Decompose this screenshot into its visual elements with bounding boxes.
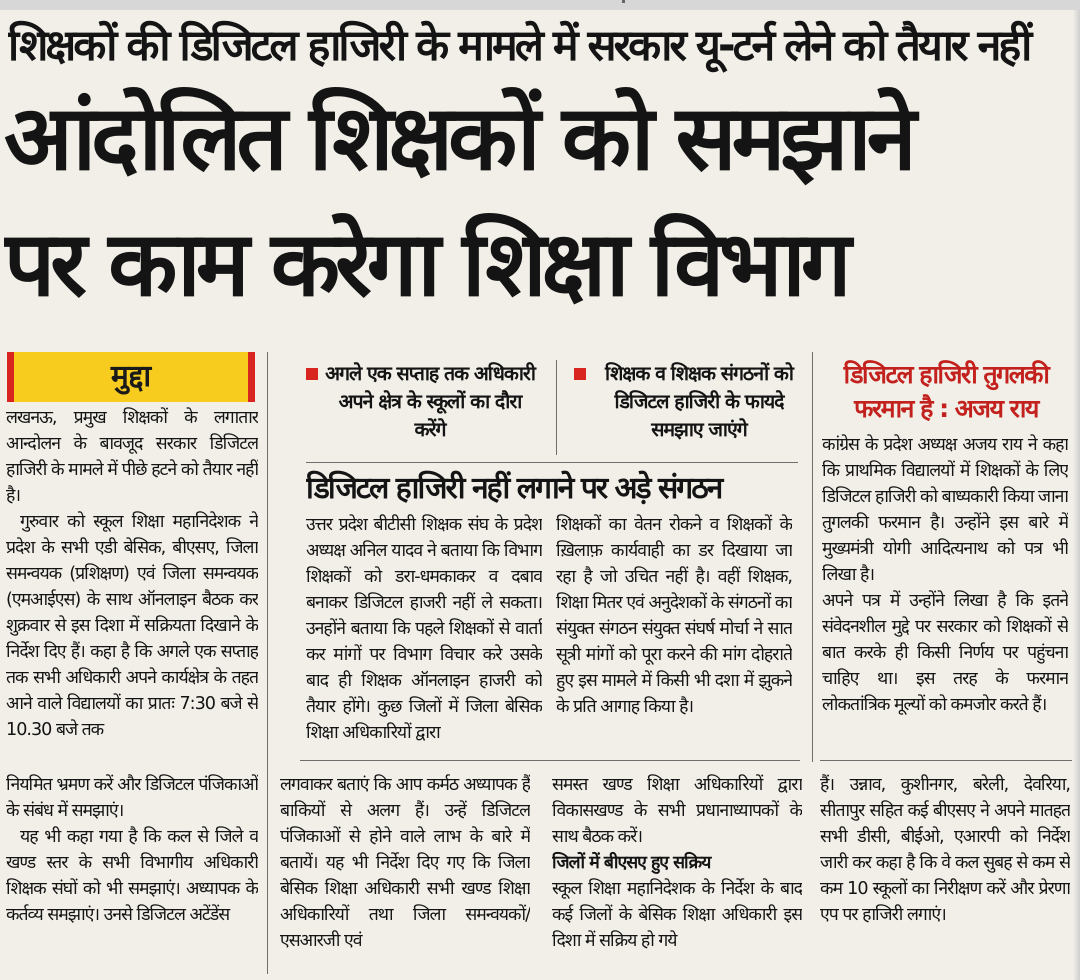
main-headline-line1: आंदोलित शिक्षकों को समझाने (4, 86, 912, 191)
section-tag: मुद्दा (7, 352, 255, 402)
col1-para1: लखनऊ, प्रमुख शिक्षकों के लगातार आन्दोलन के बावजूद सरकार डिजिटल हाजिरी के मामले में पीछे हटने को तैयार नहीं है। (6, 408, 258, 506)
bullet-divider (556, 360, 557, 455)
col1-para4: यह भी कहा गया है कि कल से जिले व खण्ड स्तर के सभी विभागीय अधिकारी शिक्षक संघों को भी समझाएं। अध्यापक के कर्तव्य समझाएं। उनसे डिजिटल अटेंडेंस (6, 827, 258, 925)
main-headline-line2: पर काम करेगा शिक्षा विभाग (4, 212, 847, 317)
continuation-column-3 (552, 772, 802, 974)
continuation-3-para2: स्कूल शिक्षा महानिदेशक के निर्देश के बाद कई जिलों के बेसिक शिक्षा अधिकारी इस दिशा में सक्रिय हो गये (552, 879, 802, 951)
box-column-b: शिक्षकों का वेतन रोकने व शिक्षकों के ख़िलाफ़ कार्यवाही का डर दिखाया जा रहा है जो उचित नहीं है। वहीं शिक्षक, शिक्षा मितर एवं अनुदेशकों के संगठनों का संयुक्त संगठन संयुक्त संघर्ष मोर्चा ने सात सूत्री मांगों को पूरा करने की मांग दोहराते हुए इस मामले में किसी भी दशा में झुकने के प्रति आगाह किया है। (556, 515, 792, 717)
box-subheadline: डिजिटल हाजिरी नहीं लगाने पर अड़े संगठन (306, 462, 798, 514)
sidebar-para2: अपने पत्र में उन्होंने लिखा है कि इतने संवेदनशील मुद्दे पर सरकार को शिक्षकों से बात करके ही किसी निर्णय पर पहुंचना चाहिए था। इस तरह के फरमान लोकतांत्रिक मूल्यों को कमजोर करते हैं। (822, 591, 1068, 715)
kicker-headline: शिक्षकों की डिजिटल हाजिरी के मामले में सरकार यू-टर्न लेने को तैयार नहीं (8, 21, 1030, 71)
sidebar-bottom-rule (820, 760, 1072, 761)
column-rule-1 (267, 352, 268, 974)
continuation-subhead: जिलों में बीएसए हुए सक्रिय (552, 853, 711, 873)
continuation-column-4: हैं। उन्नाव, कुशीनगर, बरेली, देवरिया, सीतापुर सहित कई बीएसए ने अपने मातहत सभी डीसी, बीईओ, एआरपी को निर्देश जारी कर कहा है कि वे कल सुबह से कम से कम 10 स्कूलों का निरीक्षण करें और प्रेरणा एप पर हाजिरी लगाएं। (820, 775, 1070, 925)
box-column-a: उत्तर प्रदेश बीटीसी शिक्षक संघ के प्रदेश अध्यक्ष अनिल यादव ने बताया कि विभाग शिक्षकों को डरा-धमकाकर व दबाव बनाकर डिजिटल हाजरी नहीं ले सकता। उनहोंने बताया कि पहले शिक्षकों से वार्ता कर मांगों पर विभाग विचार करे उसके बाद ही शिक्षक ऑनलाइन हाजरी को तैयार होंगे। कुछ जिलों में जिला बेसिक शिक्षा अधिकारियों द्वारा (306, 515, 542, 743)
sidebar-headline: डिजिटल हाजिरी तुगलकी फरमान है : अजय राय (843, 360, 1049, 423)
bullet-1-text: अगले एक सप्ताह तक अधिकारी अपने क्षेत्र के स्कूलों का दौरा करेंगे (325, 362, 535, 441)
page-edge-shadow (1073, 10, 1080, 980)
col1-para2: गुरुवार को स्कूल शिक्षा महानिदेशक ने प्रदेश के सभी एडी बेसिक, बीएसए, जिला समन्वयक (प्रशिक्षण) एवं जिला समन्वयक (एमआईएस) के साथ ऑनलाइन बैठक कर शुक्रवार से इस दिशा में सक्रियता दिखाने के निर्देश दिए हैं। कहा है कि अगले एक सप्ताह तक सभी अधिकारी अपने कार्यक्षेत्र के तहत आने वाले विद्यालयों का प्रातः 7:30 बजे से 10.30 बजे तक (6, 512, 258, 740)
red-square-icon (306, 368, 318, 380)
highlight-bullet-1 (306, 360, 536, 444)
top-bar-dot (622, 0, 625, 3)
sidebar-body (822, 432, 1068, 762)
continuation-column-2: लगवाकर बताएं कि आप कर्मठ अध्यापक हैं बाकियों से अलग हैं। उन्हें डिजिटल पंजिकाओं से होने वाले लाभ के बारे में बतायें। यह भी निर्देश दिए गए कि जिला बेसिक शिक्षा अधिकारी सभी खण्ड शिक्षा अधिकारियों तथा जिला समन्वयकों/एसआरजी एवं (280, 775, 530, 951)
bullet-2-text: शिक्षक व शिक्षक संगठनों को डिजिटल हाजिरी के फायदे समझाए जाएंगे (605, 362, 793, 441)
top-bar (0, 0, 1080, 10)
sidebar-para1: कांग्रेस के प्रदेश अध्यक्ष अजय राय ने कहा कि प्राथमिक विद्यालयों में शिक्षकों के लिए डिजिटल हाजिरी को बाध्यकारी किया जाना तुगलकी फरमान है। उन्होंने इस बारे में मुख्यमंत्री योगी आदित्यनाथ को पत्र भी लिखा है। (822, 435, 1068, 585)
box-bottom-rule (300, 760, 800, 761)
col1-para3: नियमित भ्रमण करें और डिजिटल पंजिकाओं के संबंध में समझाएं। (6, 775, 258, 821)
column1-bottom (6, 772, 258, 974)
red-square-icon (574, 368, 586, 380)
highlight-bullet-2 (574, 360, 806, 444)
column1-top (6, 405, 258, 770)
continuation-3-para1: समस्त खण्ड शिक्षा अधिकारियों द्वारा विकासखण्ड के सभी प्रधानाध्यापकों के साथ बैठक करें। (552, 775, 802, 847)
column-rule-3 (812, 352, 813, 762)
